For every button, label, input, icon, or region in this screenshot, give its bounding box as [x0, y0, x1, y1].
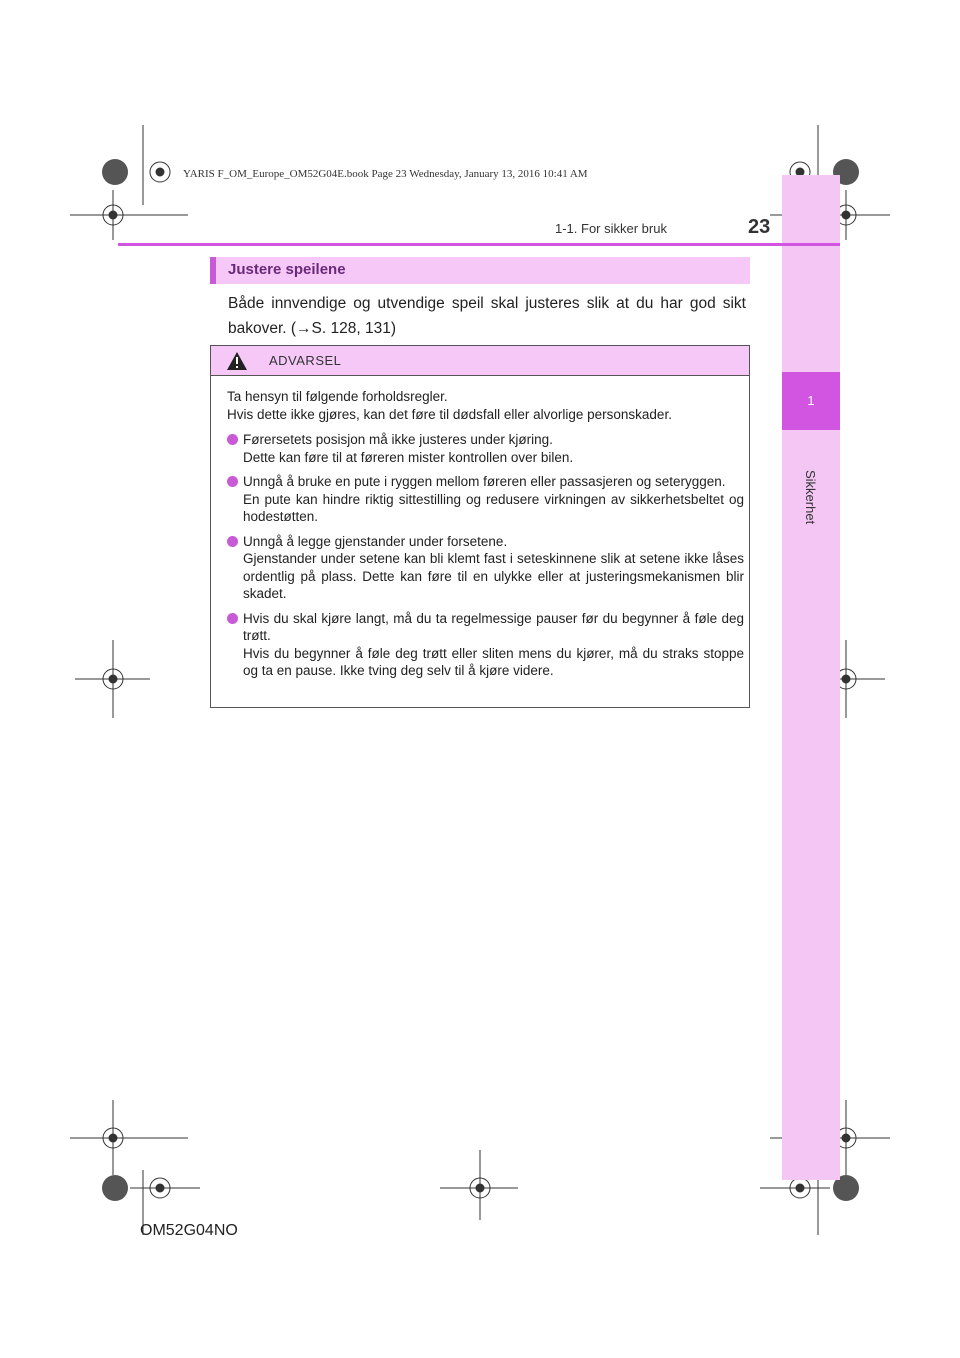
warning-item: [227, 431, 744, 466]
warning-item-line: Dette kan føre til at føreren mister kontrollen over bilen.: [243, 449, 574, 465]
footer-document-code: OM52G04NO: [140, 1222, 238, 1239]
section-heading: [210, 257, 750, 284]
bullet-icon: [227, 476, 238, 487]
warning-item-line: Hvis du begynner å føle deg trøtt eller sliten mens du kjører, må du straks stoppe og ta en pause. Ikke tving deg selv til å kjøre videre.: [243, 645, 744, 678]
chapter-side-tab: [782, 175, 840, 1180]
header-rule: [118, 243, 840, 246]
warning-item: [227, 473, 744, 526]
chapter-label: Sikkerhet: [803, 470, 818, 525]
warning-item-line: Førersetets posisjon må ikke justeres under kjøring.: [243, 432, 553, 447]
warning-item: [227, 610, 744, 680]
chapter-number: 1: [782, 372, 840, 430]
warning-item-line: Unngå å bruke en pute i ryggen mellom føreren eller passasjeren og seteryggen.: [243, 474, 726, 489]
warning-item-line: Unngå å legge gjenstander under forsetene.: [243, 533, 508, 549]
warning-box: [210, 345, 750, 708]
bullet-icon: [227, 434, 238, 445]
warning-item-line: En pute kan hindre riktig sittestilling og redusere virkningen av sikkerhetsbeltet og hodestøtten.: [243, 491, 744, 524]
warning-header: [211, 346, 749, 376]
warning-body: [227, 388, 744, 687]
section-heading-text: Justere speilene: [228, 261, 346, 278]
bullet-icon: [227, 613, 238, 624]
book-info-line: YARIS F_OM_Europe_OM52G04E.book Page 23 Wednesday, January 13, 2016 10:41 AM: [183, 168, 588, 180]
warning-intro-line: Hvis dette ikke gjøres, kan det føre til dødsfall eller alvorlige personskader.: [227, 406, 672, 422]
warning-item: [227, 533, 744, 603]
page-number: 23: [748, 216, 771, 238]
warning-item-line: Gjenstander under setene kan bli klemt fast i seteskinnene slik at setene ikke låses ordentlig på plass. Dette kan føre til en ulykke eller at justeringsmekanismen blir skadet.: [243, 551, 744, 601]
warning-item-line: Hvis du skal kjøre langt, må du ta regelmessige pauser før du begynner å føle deg trøtt.: [243, 610, 744, 643]
warning-intro-line: Ta hensyn til følgende forholdsregler.: [227, 389, 448, 404]
warning-intro: [227, 388, 744, 423]
warning-triangle-icon: [226, 351, 248, 371]
bullet-icon: [227, 536, 238, 547]
warning-title: ADVARSEL: [269, 353, 342, 368]
intro-paragraph: Både innvendige og utvendige speil skal justeres slik at du har god sikt bakover. (→S. 128, 131): [228, 295, 746, 337]
header-section-title: 1-1. For sikker bruk: [555, 221, 667, 236]
